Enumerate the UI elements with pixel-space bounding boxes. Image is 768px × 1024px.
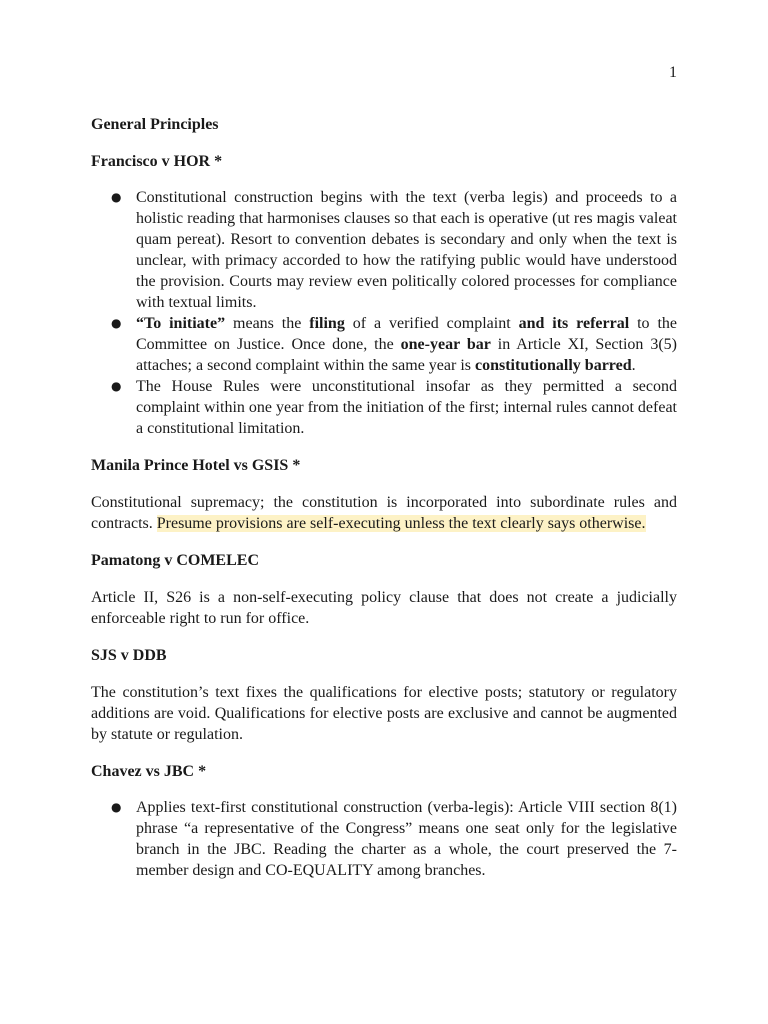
bullet-text: of a verified complaint: [344, 315, 519, 332]
bullet-text: .: [631, 357, 636, 374]
case-paragraph: [91, 492, 677, 534]
bold-term: “To initiate”: [136, 315, 226, 332]
case-paragraph: [91, 587, 677, 629]
case-title: Francisco v HOR *: [91, 153, 223, 170]
section-title: General Principles: [91, 116, 219, 133]
case-bullets: [91, 797, 677, 881]
paragraph-text: Constitutional supremacy; the constitution is incorporated into subordinate rules and contracts.: [91, 494, 677, 532]
case-title: SJS v DDB: [91, 647, 167, 664]
bullet-text: Constitutional construction begins with the text (verba legis) and proceeds to a holistic reading that harmonises clauses so that each is operative (ut res magis valeat quam pereat). Resort to convention debates is secondary and only when the text is unclear, with primacy accorded to how the ratifying public would have understood the provision. Courts may review even politically colored processes for compliance with textual limits.: [136, 189, 677, 311]
case-title: Manila Prince Hotel vs GSIS *: [91, 457, 301, 474]
bullet-item: [91, 187, 677, 313]
bold-term: and its referral: [518, 315, 630, 332]
paragraph-text: Article II, S26 is a non-self-executing policy clause that does not create a judicially enforceable right to run for office.: [91, 589, 677, 627]
bullet-item: [91, 313, 677, 376]
bullet-text: means the: [225, 315, 310, 332]
bullet-text: to the Committee on Justice. Once done, the: [136, 315, 678, 353]
case-bullets: [91, 187, 677, 439]
paragraph-text: The constitution’s text fixes the qualifications for elective posts; statutory or regulatory additions are void. Qualifications for elective posts are exclusive and cannot be augmented by statute or regulation.: [91, 684, 677, 743]
bullet-text: in Article XI, Section 3(5) attaches; a second complaint within the same year is: [136, 336, 677, 374]
bullet-text: The House Rules were unconstitutional insofar as they permitted a second complaint within one year from the initiation of the first; internal rules cannot defeat a constitutional limitation.: [136, 378, 677, 437]
bullet-item: [91, 376, 677, 439]
bullet-item: [91, 797, 677, 881]
bold-term: one-year bar: [400, 336, 491, 353]
page-number: 1: [669, 64, 677, 81]
bold-term: filing: [309, 315, 345, 332]
bullet-text: Applies text-first constitutional construction (verba-legis): Article VIII section 8(1) phrase “a representative of the Congress” means one seat only for the legislative branch in the JBC. Reading the charter as a whole, the court preserved the 7-member design and CO-EQUALITY among branches.: [136, 799, 677, 879]
case-title: Chavez vs JBC *: [91, 763, 207, 780]
highlighted-text: Presume provisions are self-executing unless the text clearly says otherwise.: [156, 515, 646, 532]
case-paragraph: [91, 682, 677, 745]
document-content: [91, 114, 677, 881]
bold-term: constitutionally barred: [475, 357, 632, 374]
case-title: Pamatong v COMELEC: [91, 552, 259, 569]
